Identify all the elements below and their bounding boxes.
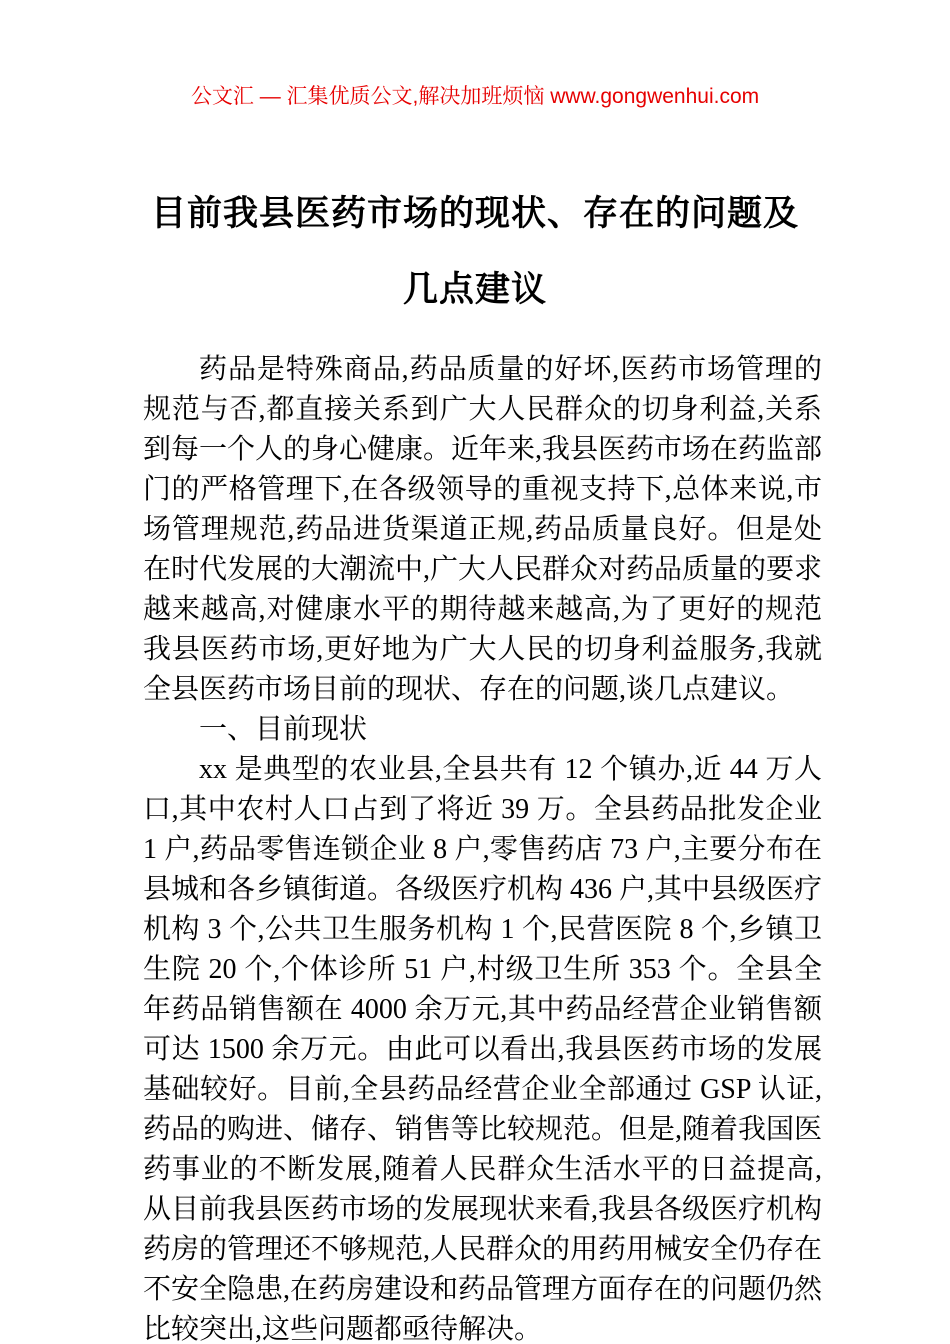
- document-title-line1: 目前我县医药市场的现状、存在的问题及: [150, 194, 799, 233]
- section-heading-current-status: 一、目前现状: [199, 714, 368, 745]
- watermark-text: 公文汇 — 汇集优质公文,解决加班烦恼 www.gongwenhui.com: [190, 85, 760, 108]
- document-title-line2: 几点建议: [402, 270, 547, 309]
- document-title: [78, 176, 872, 328]
- paragraph-intro: 药品是特殊商品,药品质量的好坏,医药市场管理的规范与否,都直接关系到广大人民群众的切身利益,关系到每一个人的身心健康。近年来,我县医药市场在药监部门的严格管理下,在各级领导的重视支持下,总体来说,市场管理规范,药品进货渠道正规,药品质量良好。但是处在时代发展的大潮流中,广大人民群众对药品质量的要求越来越高,对健康水平的期待越来越高,为了更好的规范我县医药市场,更好地为广大人民的切身利益服务,我就全县医药市场目前的现状、存在的问题,谈几点建议。: [143, 354, 823, 705]
- paragraph-current-status: xx 是典型的农业县,全县共有 12 个镇办,近 44 万人口,其中农村人口占到了将近 39 万。全县药品批发企业 1 户,药品零售连锁企业 8 户,零售药店 73 户,主要分布在县城和各乡镇街道。各级医疗机构 436 户,其中县级医疗机构 3 个,公共卫生服务机构 1 个,民营医院 8 个,乡镇卫生院 20 个,个体诊所 51 户,村级卫生所 353 个。全县全年药品销售额在 4000 余万元,其中药品经营企业销售额可达 1500 余万元。由此可以看出,我县医药市场的发展基础较好。目前,全县药品经营企业全部通过 GSP 认证,药品的购进、储存、销售等比较规范。但是,随着我国医药事业的不断发展,随着人民群众生活水平的日益提高,从目前我县医药市场的发展现状来看,我县各级医疗机构药房的管理还不够规范,人民群众的用药用械安全仍存在不安全隐患,在药房建设和药品管理方面存在的问题仍然比较突出,这些问题都亟待解决。: [143, 754, 823, 1344]
- document-body: [143, 350, 822, 1344]
